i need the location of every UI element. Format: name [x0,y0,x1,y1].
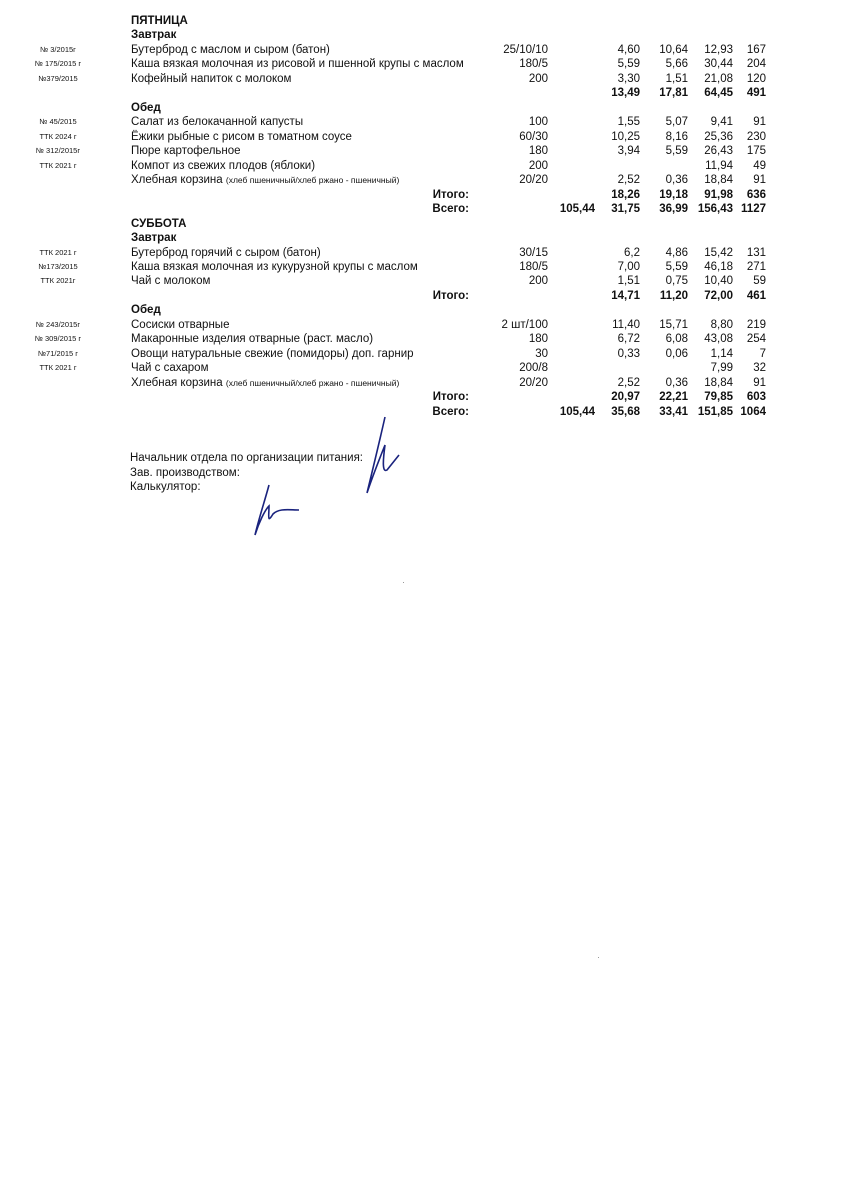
recipe-code: ТТК 2021 г [39,363,77,373]
dish-name: Салат из белокачанной капусты [131,116,304,129]
carbohydrates: 12,93 [704,43,733,56]
fats: 5,59 [665,260,688,273]
proteins: 20,97 [611,391,640,404]
carbohydrates: 43,08 [704,333,733,346]
proteins: 35,68 [611,405,640,418]
fats: 8,16 [665,130,688,143]
portion-weight: 200 [528,72,548,85]
carbohydrates: 25,36 [704,130,733,143]
table-row [0,115,849,129]
table-row [0,376,849,390]
fats: 5,07 [665,116,688,129]
price: 105,44 [559,405,595,418]
total-row [0,188,849,202]
fats: 17,81 [659,87,688,100]
portion-weight: 180 [528,145,548,158]
portion-weight: 200 [528,275,548,288]
carbohydrates: 91,98 [704,188,733,201]
calories: 230 [746,130,766,143]
day-title: ПЯТНИЦА [131,15,188,27]
carbohydrates: 8,80 [710,318,733,331]
meal-heading [0,303,849,317]
fats: 10,64 [659,43,688,56]
fats: 33,41 [659,405,688,418]
calories: 131 [746,246,766,259]
proteins: 1,51 [617,275,640,288]
total-label: Всего: [432,203,469,216]
table-row [0,144,849,158]
proteins: 0,33 [617,347,640,360]
meal-heading [0,28,849,42]
fats: 0,36 [665,376,688,389]
recipe-code: ТТК 2024 г [39,131,77,141]
dish-name-with-note [131,376,399,390]
proteins: 14,71 [611,289,640,302]
table-row [0,274,849,288]
portion-weight: 180/5 [519,58,548,71]
signature-label-production: Зав. производством: [130,466,240,479]
calories: 32 [753,362,766,375]
portion-weight: 2 шт/100 [501,318,548,331]
portion-weight: 180 [528,333,548,346]
calories: 175 [746,145,766,158]
carbohydrates: 79,85 [704,391,733,404]
portion-weight: 30/15 [519,246,548,259]
carbohydrates: 156,43 [697,203,733,216]
carbohydrates: 30,44 [704,58,733,71]
table-row [0,347,849,361]
proteins: 4,60 [617,43,640,56]
proteins: 11,40 [612,318,640,331]
dish-name-with-note [131,173,399,187]
calories: 120 [746,72,766,85]
day-heading [0,217,849,231]
table-row [0,361,849,375]
table-row [0,72,849,86]
recipe-code: № 309/2015 г [34,334,82,344]
calories: 167 [746,43,766,56]
scan-speck [598,957,599,958]
table-row [0,173,849,187]
proteins: 18,26 [611,188,640,201]
day-title: СУББОТА [131,217,187,230]
fats: 0,36 [665,174,688,187]
table-row [0,260,849,274]
total-label: Итого: [432,289,469,302]
total-row [0,86,849,100]
signature-calculator [245,480,305,540]
proteins: 1,55 [617,116,640,129]
carbohydrates: 72,00 [704,289,733,302]
proteins: 10,25 [611,130,640,143]
fats: 15,71 [659,318,688,331]
proteins: 6,72 [617,333,640,346]
dish-name: Овощи натуральные свежие (помидоры) доп. гарнир [131,347,414,360]
portion-weight: 100 [528,116,548,129]
dish-name: Каша вязкая молочная из рисовой и пшенной крупы с маслом [131,58,464,71]
total-label: Итого: [432,188,469,201]
table-row [0,246,849,260]
recipe-code: ТТК 2021 г [39,247,77,257]
portion-weight: 200/8 [519,362,548,375]
proteins: 7,00 [617,260,640,273]
portion-weight: 25/10/10 [503,43,548,56]
total-label: Всего: [432,405,469,418]
recipe-code: № 243/2015г [35,319,81,329]
dish-name: Компот из свежих плодов (яблоки) [131,159,316,172]
calories: 91 [753,116,766,129]
calories: 91 [753,376,766,389]
calories: 491 [746,87,766,100]
recipe-code: № 312/2015г [35,146,81,156]
dish-name: Пюре картофельное [131,145,241,158]
dish-name: Сосиски отварные [131,318,230,331]
price: 105,44 [559,203,595,216]
fats: 6,08 [665,333,688,346]
fats: 0,75 [665,275,688,288]
calories: 91 [753,174,766,187]
carbohydrates: 46,18 [704,260,733,273]
proteins: 13,49 [611,87,640,100]
recipe-code: № 175/2015 г [34,59,82,69]
carbohydrates: 18,84 [704,174,733,187]
meal-title: Завтрак [131,232,177,245]
table-row [0,57,849,71]
calories: 636 [746,188,766,201]
fats: 5,59 [665,145,688,158]
calories: 1064 [740,405,766,418]
carbohydrates: 11,94 [705,159,733,172]
dish-name: Хлебная корзина [131,174,223,187]
calories: 254 [746,333,766,346]
fats: 0,06 [665,347,688,360]
fats: 4,86 [665,246,688,259]
calories: 7 [759,347,766,360]
dish-name: Хлебная корзина [131,376,223,389]
carbohydrates: 18,84 [704,376,733,389]
meal-title: Обед [131,304,161,317]
signature-label-calculator: Калькулятор: [130,481,201,493]
dish-note: (хлеб пшеничный/хлеб ржано - пшеничный) [225,377,400,388]
dish-name: Бутерброд горячий с сыром (батон) [131,246,321,259]
day-heading [0,14,849,28]
meal-heading [0,101,849,115]
recipe-code: №71/2015 г [38,348,78,358]
fats: 5,66 [665,58,688,71]
calories: 1127 [741,203,766,216]
dish-name: Макаронные изделия отварные (раст. масло) [131,333,374,346]
fats: 1,51 [665,72,688,85]
dish-name: Чай с сахаром [131,362,209,375]
recipe-code: №173/2015 [38,261,78,271]
menu-table [0,14,849,419]
proteins: 6,2 [624,246,640,259]
total-row [0,289,849,303]
signature-head [355,415,405,500]
proteins: 2,52 [617,376,640,389]
portion-weight: 60/30 [519,130,548,143]
calories: 59 [753,275,766,288]
total-row [0,390,849,404]
recipe-code: ТТК 2021г [40,276,76,286]
total-row [0,405,849,419]
carbohydrates: 64,45 [704,87,733,100]
fats: 11,20 [659,289,688,302]
proteins: 5,59 [617,58,640,71]
table-row [0,318,849,332]
recipe-code: № 3/2015г [40,44,76,54]
calories: 204 [746,58,766,71]
meal-title: Завтрак [131,29,177,42]
dish-name: Каша вязкая молочная из кукурузной крупы с маслом [131,260,418,273]
total-row [0,202,849,216]
fats: 22,21 [659,391,688,404]
carbohydrates: 26,43 [704,145,733,158]
carbohydrates: 151,85 [697,405,733,418]
portion-weight: 20/20 [519,376,548,389]
dish-name: Ёжики рыбные с рисом в томатном соусе [131,130,352,143]
dish-note: (хлеб пшеничный/хлеб ржано - пшеничный) [225,175,400,186]
dish-name: Чай с молоком [131,275,211,288]
carbohydrates: 15,42 [704,246,733,259]
fats: 36,99 [659,203,688,216]
carbohydrates: 7,99 [710,362,733,375]
calories: 461 [746,289,766,302]
table-row [0,159,849,173]
proteins: 31,75 [611,203,640,216]
dish-name: Кофейный напиток с молоком [131,72,292,85]
calories: 49 [753,159,766,172]
portion-weight: 200 [528,159,548,172]
proteins: 3,30 [617,72,640,85]
calories: 603 [746,391,766,404]
carbohydrates: 21,08 [704,72,733,85]
total-label: Итого: [432,391,469,404]
recipe-code: №379/2015 [38,73,78,83]
dish-name: Бутерброд с маслом и сыром (батон) [131,43,330,56]
meal-title: Обед [131,101,161,114]
calories: 219 [746,318,766,331]
recipe-code: № 45/2015 [39,117,77,127]
fats: 19,18 [659,188,688,201]
carbohydrates: 1,14 [710,347,733,360]
table-row [0,130,849,144]
table-row [0,332,849,346]
table-row [0,43,849,57]
calories: 271 [746,260,766,273]
portion-weight: 30 [535,347,548,360]
carbohydrates: 10,40 [704,275,733,288]
portion-weight: 20/20 [519,174,548,187]
meal-heading [0,231,849,245]
portion-weight: 180/5 [519,260,548,273]
carbohydrates: 9,41 [710,116,733,129]
proteins: 2,52 [617,174,640,187]
proteins: 3,94 [617,145,640,158]
signature-label-head: Начальник отдела по организации питания: [130,452,363,464]
scan-speck [403,582,404,583]
recipe-code: ТТК 2021 г [39,160,77,170]
